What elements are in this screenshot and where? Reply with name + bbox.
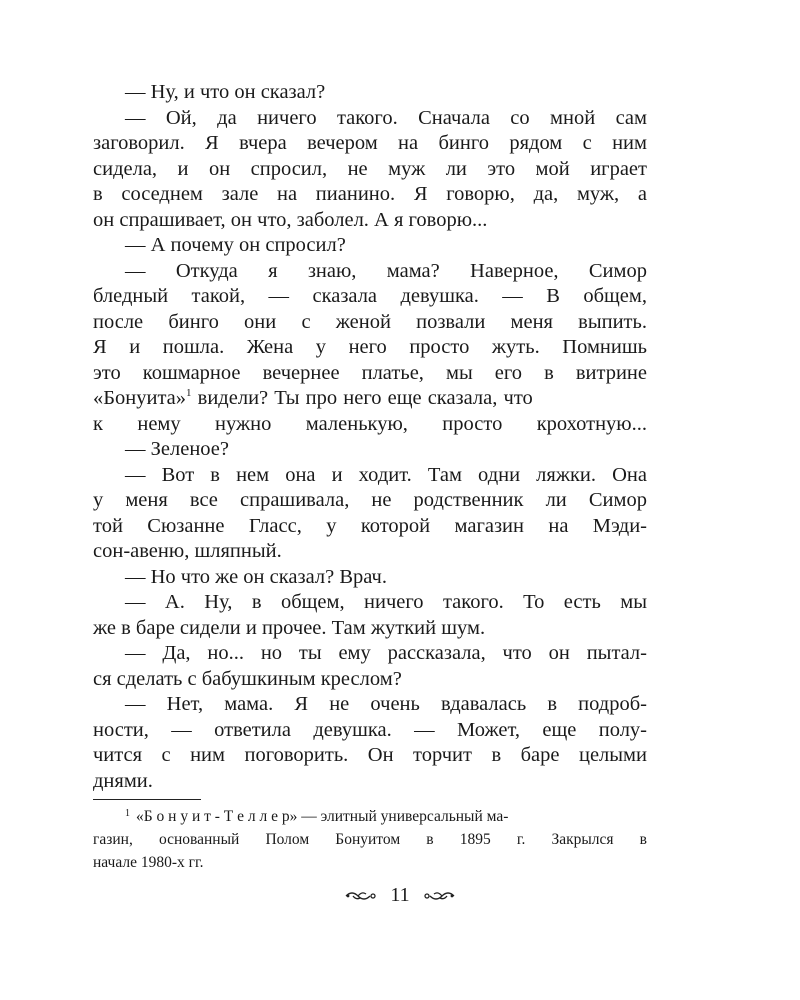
text-line: сон-авеню, шляпный. bbox=[93, 540, 282, 562]
text-line: ности, — ответила девушка. — Может, еще полу- bbox=[93, 718, 647, 741]
footnote-line: газин, основанный Полом Бонуитом в 1895 г. Закрылся в bbox=[93, 831, 647, 848]
text-fragment: видели? Ты про него еще сказала, что bbox=[191, 387, 533, 409]
scroll-ornament-icon bbox=[344, 888, 378, 904]
text-line bbox=[93, 386, 647, 412]
text-line: у меня все спрашивала, не родственник ли Симор bbox=[93, 489, 647, 511]
text-fragment: «Бонуита» bbox=[93, 387, 187, 409]
text-line: днями. bbox=[93, 769, 153, 792]
text-line: ся сделать с бабушкиным креслом? bbox=[93, 667, 402, 690]
text-line: — Зеленое? bbox=[125, 438, 229, 460]
text-line: — Нет, мама. Я не очень вдавалась в подроб- bbox=[125, 693, 647, 715]
page-number: 11 bbox=[390, 884, 410, 906]
text-line: — А почему он спросил? bbox=[125, 234, 346, 256]
text-line: же в баре сидели и прочее. Там жуткий шум. bbox=[93, 616, 486, 639]
text-line: заговорил. Я вчера вечером на бинго рядом с ним bbox=[93, 132, 647, 154]
text-line: бледный такой, — сказала девушка. — В общем, bbox=[93, 285, 647, 307]
footnote-divider bbox=[93, 799, 201, 800]
footnote bbox=[93, 805, 647, 874]
text-line: — Ой, да ничего такого. Сначала со мной сам bbox=[125, 106, 647, 129]
footnote-term: «Б о н у и т - Т е л л е р» bbox=[136, 808, 298, 825]
page-body bbox=[93, 80, 647, 794]
text-line: той Сюзанне Гласс, у которой магазин на Мэди- bbox=[93, 514, 647, 537]
footnote-reference[interactable]: 1 bbox=[186, 387, 192, 399]
text-line: в соседнем зале на пианино. Я говорю, да, муж, а bbox=[93, 183, 647, 205]
text-line: — Но что же он сказал? Врач. bbox=[125, 565, 387, 588]
text-line: чится с ним поговорить. Он торчит в баре целыми bbox=[93, 744, 647, 766]
footnote-line: начале 1980-х гг. bbox=[93, 854, 204, 871]
text-line: — Да, но... но ты ему рассказала, что он пытал- bbox=[125, 642, 647, 664]
text-line: он спрашивает, он что, заболел. А я говорю... bbox=[93, 208, 488, 231]
text-line: — Вот в нем она и ходит. Там одни ляжки. Она bbox=[125, 463, 647, 486]
text-line: — Ну, и что он сказал? bbox=[125, 81, 326, 103]
scroll-ornament-icon bbox=[422, 888, 456, 904]
footnote-marker: 1 bbox=[125, 808, 130, 819]
text-line: к нему нужно маленькую, просто крохотную... bbox=[93, 412, 647, 435]
footnote-text: — элитный универсальный ма- bbox=[297, 808, 509, 825]
text-line: сидела, и он спросил, не муж ли это мой играет bbox=[93, 157, 647, 180]
text-line: после бинго они с женой позвали меня выпить. bbox=[93, 310, 647, 333]
text-line: Я и пошла. Жена у него просто жуть. Помнишь bbox=[93, 336, 647, 358]
text-line: — Откуда я знаю, мама? Наверное, Симор bbox=[125, 259, 647, 282]
page-number-block bbox=[0, 884, 800, 907]
text-line: это кошмарное вечернее платье, мы его в витрине bbox=[93, 361, 647, 384]
footnote-line bbox=[93, 805, 647, 828]
text-line: — А. Ну, в общем, ничего такого. То есть мы bbox=[125, 591, 647, 613]
